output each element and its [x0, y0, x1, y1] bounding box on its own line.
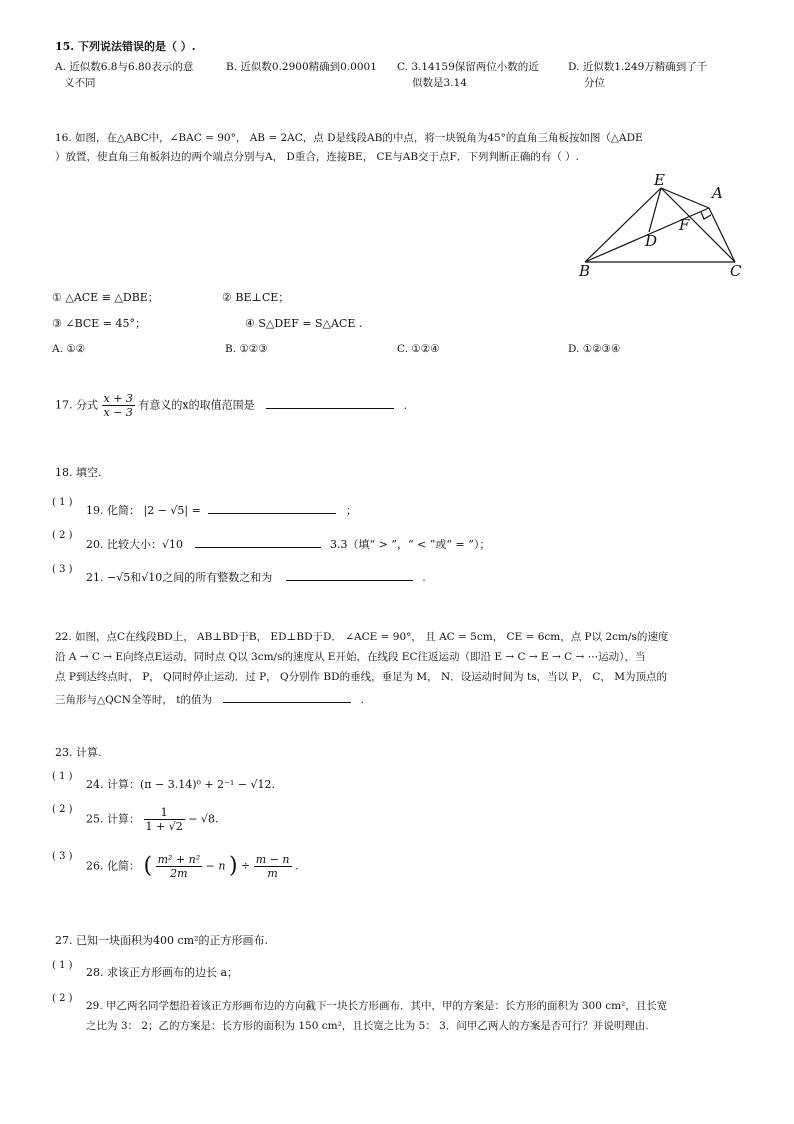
q18-part3-answer-blank[interactable]: [286, 568, 413, 581]
segment-ac: [709, 208, 735, 262]
q15-option-a-line1: A. 近似数6.8与6.80表示的意: [55, 61, 194, 73]
q22-line2: 沿 A → C → E向终点E运动，同时点 Q以 3cm/s的速度从 E开始，在线段 EC往返运动（即沿 E → C → E → C → ⋯运动），当: [55, 651, 646, 663]
label-c: C: [730, 262, 742, 280]
q23-title: 23. 计算.: [55, 746, 102, 759]
q22-end: .: [360, 694, 364, 706]
q22-line3: 点 P到达终点时， P， Q同时停止运动．过 P， Q分别作 BD的垂线，垂足为 M， N．设运动时间为 ts，当以 P， C， M为顶点的: [55, 671, 667, 683]
q15-option-b: B. 近似数0.2900精确到0.0001: [226, 61, 377, 73]
q23-part1-index: ( 1 ): [52, 771, 73, 782]
q16-statement-1: ① △ACE ≌ △DBE；: [52, 291, 159, 304]
q15-option-c-line2: 似数是3.14: [412, 77, 467, 89]
q17-prefix: 17. 分式: [55, 398, 98, 412]
q23-part2-fraction: [144, 806, 185, 833]
q16-option-b: B. ①②③: [225, 343, 268, 355]
q16-stem-line1: 16. 如图，在△ABC中，∠BAC = 90°， AB = 2AC，点 D是线段AB的中点，将一块锐角为45°的直角三角板按如图（△ADE: [55, 132, 643, 144]
label-f: F: [679, 216, 690, 234]
q27-part2-index: ( 2 ): [52, 993, 73, 1004]
label-b: B: [579, 262, 591, 280]
q15-option-c-line1: C. 3.14159保留两位小数的近: [397, 61, 539, 73]
label-e: E: [654, 171, 665, 189]
q23-part3-numerator2: m − n: [255, 853, 290, 866]
q27-part1-index: ( 1 ): [52, 960, 73, 971]
q22-line4-text: 三角形与△QCN全等时， t的值为: [55, 694, 212, 706]
right-angle-mark: [701, 212, 711, 219]
q15-option-d-line2: 分位: [584, 77, 605, 89]
q18-part2: [86, 535, 490, 552]
q23-part3-denominator2: m: [267, 867, 278, 880]
q17-fraction-denominator: x − 3: [103, 406, 133, 419]
q23-part2-lead: 25. 计算：: [86, 812, 140, 826]
q23-part2-numerator: 1: [144, 806, 185, 820]
q17-end: .: [403, 398, 408, 412]
q16-statement-4: ④ S△DEF = S△ACE .: [245, 317, 363, 330]
segment-ea: [661, 188, 709, 208]
q17-fraction: [102, 392, 135, 419]
q18-part2-index: ( 2 ): [52, 530, 73, 541]
q18-part3-text: 21. −√5和√10之间的所有整数之和为: [86, 571, 273, 584]
q16-option-d: D. ①②③④: [568, 343, 621, 355]
q17-answer-blank[interactable]: [266, 396, 394, 409]
q23-part3-fraction2: [254, 853, 292, 880]
q23-part3-lead: 26. 化简：: [86, 859, 140, 873]
q16-option-a: A. ①②: [52, 343, 86, 355]
q18-part1-answer-blank[interactable]: [208, 501, 336, 514]
q17-fraction-numerator: x + 3: [103, 392, 133, 405]
q23-part3-divide: ÷: [241, 859, 251, 873]
label-a: A: [712, 184, 723, 202]
q23-part2-denominator: 1 + √2: [145, 820, 183, 833]
q23-part3-index: ( 3 ): [52, 851, 73, 862]
q17-line: [55, 392, 407, 419]
q18-part1-index: ( 1 ): [52, 497, 73, 508]
q18-title: 18. 填空.: [55, 466, 102, 479]
q22-answer-blank[interactable]: [223, 690, 351, 703]
q15-option-a-line2: 义不同: [64, 77, 96, 89]
q16-option-c: C. ①②④: [397, 343, 440, 355]
q15-stem: 15. 下列说法错误的是（ ）.: [55, 40, 196, 53]
q23-part3-minus-n: − n: [205, 859, 226, 873]
q27-part2-line2: 之比为 3： 2；乙的方案是：长方形的面积为 150 cm²，且长宽之比为 5： 3．问甲乙两人的方案是否可行？并说明理由.: [86, 1020, 649, 1032]
q23-part3-end: .: [295, 859, 299, 873]
q18-part2-end: 3.3（填“ > ”，“ < ”或“ = ”）；: [330, 538, 491, 551]
q27-part2-line1: 29. 甲乙两名同学想沿着该正方形画布边的方向截下一块长方形画布．其中，甲的方案是：长方形的面积为 300 cm²，且长宽: [86, 1000, 668, 1012]
q17-suffix: 有意义的x的取值范围是: [138, 398, 255, 412]
q23-part1-text: 24. 计算：(π − 3.14)⁰ + 2⁻¹ − √12.: [86, 778, 276, 791]
q23-part2-tail: − √8.: [188, 812, 219, 826]
q18-part1: [86, 501, 357, 518]
q18-part3-index: ( 3 ): [52, 564, 73, 575]
q23-part3-numerator1: m² + n²: [157, 853, 201, 866]
q16-statement-3: ③ ∠BCE = 45°；: [52, 317, 147, 330]
q23-part2-index: ( 2 ): [52, 804, 73, 815]
q22-line4: [55, 690, 364, 707]
q23-part3-open-paren: (: [143, 853, 153, 879]
q23-part2: [86, 806, 218, 833]
q15-option-d-line1: D. 近似数1.249万精确到了千: [568, 61, 708, 73]
q23-part3-fraction1: [156, 853, 203, 880]
label-d: D: [645, 232, 658, 250]
q16-geometry-figure: [575, 170, 755, 280]
q27-part1-text: 28. 求该正方形画布的边长 a；: [86, 966, 239, 979]
segment-be: [585, 188, 661, 262]
q18-part2-text: 20. 比较大小：√10: [86, 538, 183, 551]
q23-part3-close-paren: ): [228, 853, 238, 879]
q23-part3-denominator1: 2m: [170, 867, 188, 880]
segment-ce: [661, 188, 735, 262]
q18-part3: [86, 568, 426, 585]
q18-part2-answer-blank[interactable]: [195, 535, 321, 548]
q27-stem: 27. 已知一块面积为400 cm²的正方形画布.: [55, 934, 268, 947]
q18-part1-text: 19. 化简： |2 − √5| =: [86, 504, 201, 517]
q16-statement-2: ② BE⊥CE；: [222, 291, 290, 304]
q16-stem-line2: ）放置，使直角三角板斜边的两个端点分别与A， D重合，连接BE， CE与AB交于点F．下列判断正确的有（ ）.: [55, 151, 580, 163]
q18-part3-end: .: [422, 571, 426, 584]
q18-part1-end: ；: [345, 504, 357, 517]
q23-part3: [86, 853, 299, 880]
q22-line1: 22. 如图，点C在线段BD上， AB⊥BD于B， ED⊥BD于D． ∠ACE = 90°， 且 AC = 5cm， CE = 6cm，点 P以 2cm/s的速度: [55, 631, 669, 643]
